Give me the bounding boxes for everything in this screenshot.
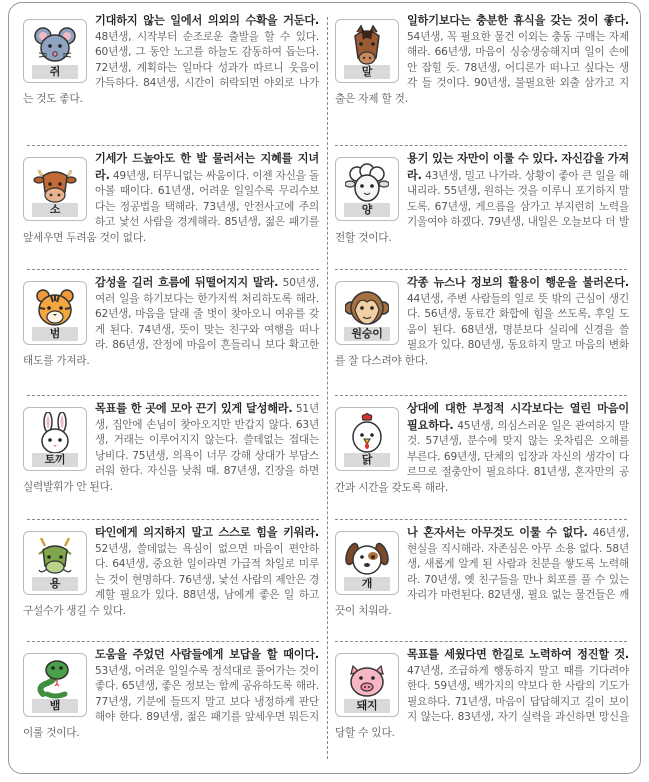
dragon-icon	[33, 536, 77, 580]
fortune-headline: 나 혼자서는 아무것도 이룰 수 없다.	[407, 526, 588, 539]
row-divider	[335, 395, 627, 396]
snake-icon	[33, 658, 77, 702]
animal-label: 쥐	[32, 65, 78, 79]
animal-label: 양	[344, 203, 390, 217]
animal-badge	[23, 157, 87, 221]
fortune-entry-horse	[335, 13, 629, 108]
animal-badge	[23, 19, 87, 83]
row-divider	[27, 519, 319, 520]
rabbit-icon	[33, 412, 77, 456]
animal-label: 원숭이	[344, 327, 390, 341]
animal-label: 말	[344, 65, 390, 79]
fortune-entry-pig	[335, 647, 629, 742]
fortune-entry-monkey	[335, 275, 629, 370]
fortune-entry-snake	[23, 647, 319, 742]
animal-label: 토끼	[32, 453, 78, 467]
monkey-icon	[345, 286, 389, 330]
fortune-headline: 용기 있는 자만이 이룰 수 있다. 자신감을 가져라.	[407, 152, 629, 182]
animal-badge	[335, 653, 399, 717]
fortune-body: 43년생, 밀고 나가라. 상황이 좋아 큰 일을 해내리라. 55년생, 원하는 것을 이루니 포기하지 말도록. 67년생, 게으름을 삼가고 부지런히 노력을 기울여야 하겠다. 79년생, 내일은 오늘보다 더 발전할 것이다.	[335, 169, 629, 244]
fortune-headline: 상대에 대한 부정적 시각보다는 열린 마음이 필요하다.	[407, 402, 629, 432]
animal-label: 개	[344, 577, 390, 591]
fortune-headline: 기대하지 않는 일에서 의외의 수확을 거둔다.	[95, 14, 319, 27]
fortune-body: 50년생, 여러 일을 하기보다는 한가지씩 처리하도록 해라. 62년생, 마음을 달래 줄 벗이 찾아오니 여유를 갖게 된다. 74년생, 뜻이 맞는 친구와 여행을 떠나라. 86년생, 잔정에 마음이 흔들리니 보다 확고한 태도를 가져라.	[23, 277, 320, 367]
fortune-entry-rabbit	[23, 401, 319, 496]
animal-label: 소	[32, 203, 78, 217]
horse-icon	[345, 24, 389, 68]
fortune-body: 46년생, 현실을 직시해라. 자존심은 아무 소용 없다. 58년생, 새롭게 알게 된 사람과 친분을 쌓도록 노력해라. 70년생, 옛 친구들을 만나 회포를 풀 수 있는 자리가 마련된다. 82년생, 필요 없는 물건들은 깨끗이 치워라.	[335, 527, 630, 617]
animal-badge	[23, 531, 87, 595]
fortune-headline: 감성을 길러 흐름에 뒤떨어지지 말라.	[95, 276, 279, 289]
animal-label: 용	[32, 577, 78, 591]
animal-badge	[335, 281, 399, 345]
fortune-headline: 기세가 드높아도 한 발 물러서는 지혜를 지녀라.	[95, 152, 319, 182]
fortune-body: 52년생, 쓸데없는 욕심이 없으면 마음이 편안하다. 64년생, 중요한 일이라면 가급적 차일로 미루는 것이 현명하다. 76년생, 낯선 사람의 제안은 경계할 필요가 있다. 88년생, 남에게 좋은 일 하고 구설수가 생길 수 있다.	[23, 542, 319, 617]
fortune-headline: 각종 뉴스나 정보의 활용이 행운을 불러온다.	[407, 276, 629, 289]
animal-badge	[335, 407, 399, 471]
row-divider	[335, 641, 627, 642]
fortune-body: 47년생, 조급하게 행동하지 말고 때를 기다려야 한다. 59년생, 백가지의 약보다 한 사람의 기도가 필요하다. 71년생, 마음이 답답해지고 길이 보이지 않는다. 83년생, 자기 실력을 과신하면 망신을 당할 수 있다.	[335, 664, 629, 739]
tiger-icon	[33, 286, 77, 330]
animal-label: 범	[32, 327, 78, 341]
animal-badge	[335, 19, 399, 83]
fortune-body: 51년생, 집안에 손님이 찾아오지만 반갑지 않다. 63년생, 거래는 이루어지지 않는다. 쓸데없는 접대는 낭비다. 75년생, 의욕이 너무 강해 상대가 부담스러워 한다. 자신을 낮춰 때. 87년생, 긴장을 하면 실력발휘가 안 된다.	[23, 403, 320, 493]
animal-badge	[23, 653, 87, 717]
row-divider	[27, 269, 319, 270]
fortune-headline: 목표를 세웠다면 한길로 노력하여 정진할 것.	[407, 648, 629, 661]
fortune-headline: 일하기보다는 충분한 휴식을 갖는 것이 좋다.	[407, 14, 629, 27]
fortune-entry-dragon	[23, 525, 319, 620]
row-divider	[27, 145, 319, 146]
rooster-icon	[345, 412, 389, 456]
fortune-body: 54년생, 꼭 필요한 물건 이외는 충동 구매는 자제해라. 66년생, 마음이 싱숭생숭해지며 일이 손에 안 잡힐 듯. 78년생, 어디론가 떠나고 싶다는 생각 들 것이다. 90년생, 불필요한 외출 삼가고 지출은 자제 할 것.	[335, 30, 629, 105]
pig-icon	[345, 658, 389, 702]
fortune-body: 48년생, 시작부터 순조로운 출발을 할 수 있다. 60년생, 그 동안 노고를 하늘도 감동하여 돕는다. 72년생, 계획하는 일마다 성과가 따르니 웃음이 가득하다. 84년생, 시간이 허락되면 야외로 나가는 것도 좋다.	[23, 30, 319, 105]
fortune-entry-rooster	[335, 401, 629, 497]
column-divider	[327, 17, 328, 759]
fortune-page	[8, 2, 641, 774]
fortune-body: 44년생, 주변 사람들의 일로 뜻 밖의 근심이 생긴다. 56년생, 동료간 화합에 힘을 쓰도록, 후일 도움이 된다. 68년생, 명분보다 실리에 신경을 쓸 필요가 있다. 80년생, 동요하지 말고 마음의 변화를 잘 다스려야 한다.	[335, 292, 629, 367]
animal-badge	[23, 281, 87, 345]
row-divider	[335, 145, 627, 146]
ox-icon	[33, 162, 77, 206]
fortune-body: 49년생, 터무니없는 싸움이다. 이젠 자신을 돌아볼 때이다. 61년생, 어려운 일일수록 무리수보다는 정공법을 택해라. 73년생, 안전사고에 주의하고 낯선 사람을 경계해라. 85년생, 젊은 패기를 앞세우면 두려움 것이 없다.	[23, 169, 319, 244]
animal-badge	[335, 157, 399, 221]
fortune-body: 53년생, 어려운 일일수록 정석대로 풀어가는 것이 좋다. 65년생, 좋은 정보는 함께 공유하도록 해라. 77년생, 기분에 들뜨지 말고 보다 냉정하게 판단해야 한다. 89년생, 젊은 패기를 앞세우면 뭐든지 이룰 것이다.	[23, 664, 319, 739]
fortune-entry-dog	[335, 525, 629, 620]
dog-icon	[345, 536, 389, 580]
animal-label: 뱀	[32, 699, 78, 713]
row-divider	[27, 395, 319, 396]
fortune-headline: 도움을 주었던 사람들에게 보답을 할 때이다.	[95, 648, 319, 661]
fortune-entry-rat	[23, 13, 319, 108]
row-divider	[335, 519, 627, 520]
animal-label: 닭	[344, 453, 390, 467]
rat-icon	[33, 24, 77, 68]
sheep-icon	[345, 162, 389, 206]
row-divider	[27, 641, 319, 642]
fortune-entry-ox	[23, 151, 319, 247]
fortune-entry-sheep	[335, 151, 629, 247]
row-divider	[335, 269, 627, 270]
fortune-body: 45년생, 의심스러운 일은 관여하지 말 것. 57년생, 분수에 맞지 않는 옷차림은 오해를 부른다. 69년생, 단체의 입장과 자신의 생각이 다르므로 절충안이 필요하다. 81년생, 혼자만의 공간과 시간을 갖도록 해라.	[335, 419, 629, 494]
animal-label: 돼지	[344, 699, 390, 713]
animal-badge	[335, 531, 399, 595]
fortune-headline: 타인에게 의지하지 말고 스스로 힘을 키워라.	[95, 526, 319, 539]
animal-badge	[23, 407, 87, 471]
fortune-entry-tiger	[23, 275, 319, 370]
fortune-headline: 목표를 한 곳에 모아 끈기 있게 달성해라.	[95, 402, 293, 415]
